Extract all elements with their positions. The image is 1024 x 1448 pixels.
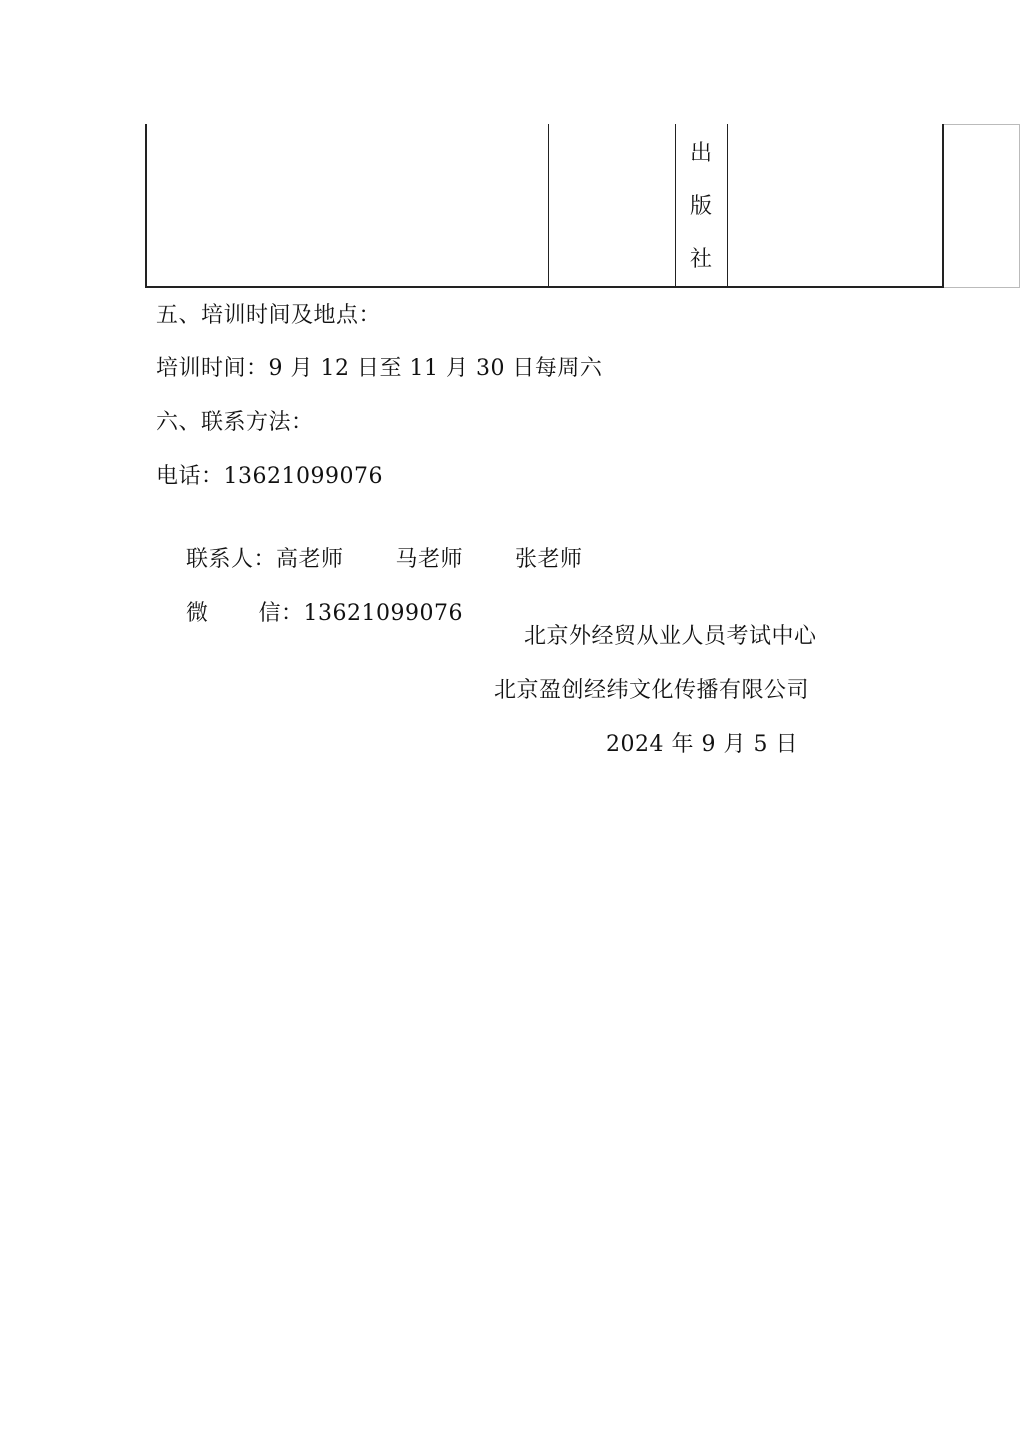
signature-date: 2024 年 9 月 5 日	[606, 732, 798, 757]
table-outer-bottom-line	[944, 287, 1020, 288]
table-outer-top-line	[944, 124, 1020, 125]
publisher-char-3: 社	[689, 247, 712, 272]
signature-org-1: 北京外经贸从业人员考试中心	[524, 624, 817, 649]
contact-name-3: 张老师	[515, 547, 583, 572]
wechat-label-char-2: 信：	[258, 601, 304, 626]
contact-name-1: 高老师	[276, 547, 344, 572]
publisher-char-2: 版	[689, 194, 712, 219]
publisher-char-1: 出	[689, 141, 712, 166]
phone-line: 电话：13621099076	[156, 464, 383, 489]
training-time-line: 培训时间：9 月 12 日至 11 月 30 日每周六	[156, 356, 603, 381]
table-bottom-border	[145, 286, 944, 288]
contacts-label: 联系人：	[185, 547, 276, 572]
table-outer-right-line	[1019, 124, 1020, 288]
table-col-divider-3	[727, 124, 728, 288]
signature-org-2: 北京盈创经纬文化传播有限公司	[494, 678, 810, 703]
section6-heading: 六、联系方法：	[156, 410, 314, 435]
table-right-border	[942, 124, 944, 288]
table-left-border	[145, 124, 147, 288]
section5-heading: 五、培训时间及地点：	[156, 303, 382, 328]
table-col-divider-1	[548, 124, 549, 288]
wechat-value: 13621099076	[303, 601, 463, 626]
wechat-line	[156, 569, 463, 659]
wechat-label-char-1: 微	[185, 601, 209, 626]
contact-name-2: 马老师	[395, 547, 464, 572]
